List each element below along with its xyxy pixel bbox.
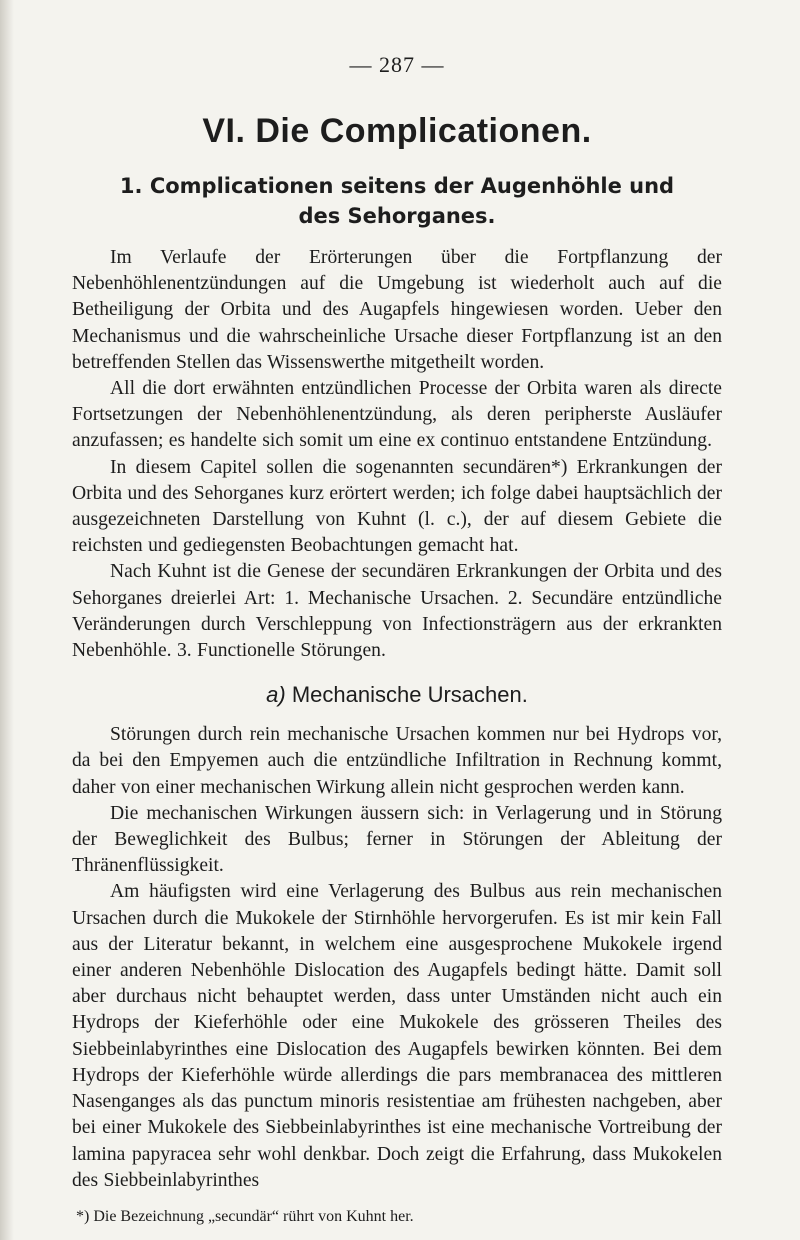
paragraph: All die dort erwähnten entzündlichen Processe der Orbita waren als directe Fortsetzungen der Nebenhöhlenentzündung, als deren peripherste Ausläufer anzufassen; es handelte sich somit um eine ex continuo entstandene Entzündung.: [72, 378, 722, 452]
paragraph: Die mechanischen Wirkungen äussern sich: in Verlagerung und in Störung der Beweglichkeit des Bulbus; ferner in Störungen der Ableitung der Thränenflüssigkeit.: [72, 802, 722, 877]
subsection-title-text: Mechanische Ursachen.: [291, 682, 528, 708]
page-edge-shadow: [0, 0, 14, 1240]
paragraph: Nach Kuhnt ist die Genese der secundären Erkrankungen der Orbita und des Sehorganes dreierlei Art: 1. Mechanische Ursachen. 2. Secundäre entzündliche Veränderungen durch Verschleppung von Infectionsträgern aus der erkrankten Nebenhöhle. 3. Functionelle Störungen.: [72, 561, 722, 662]
chapter-title: VI. Die Complicationen.: [202, 112, 592, 150]
page-number: — 287 —: [349, 52, 445, 77]
paragraph: Am häufigsten wird eine Verlagerung des Bulbus aus rein mechanischen Ursachen durch die Mukokele der Stirnhöhle hervorgerufen. Es ist mir kein Fall aus der Literatur bekannt, in welchem eine ausgesprochene Mukokele irgend einer anderen Nebenhöhle Dislocation des Augapfels bedingt hätte. Damit soll aber durchaus nicht behauptet werden, dass unter Umständen nicht auch ein Hydrops der Kieferhöhle oder eine Mukokele des grösseren Theiles des Siebbeinlabyrinthes eine Dislocation des Augapfels bewirken könnten. Bei dem Hydrops der Kieferhöhle würde allerdings die pars membranacea des mittleren Nasenganges als das punctum minoris resistentiae am frühesten nachgeben, aber bei einer Mukokele des Siebbeinlabyrinthes ist eine mechanische Vortreibung der lamina papyracea sehr wohl denkbar. Doch zeigt die Erfahrung, dass Mukokelen des Siebbeinlabyrinthes: [72, 881, 722, 1191]
section-title: 1. Complicationen seitens der Augenhöhle und des Sehorganes.: [119, 174, 675, 228]
paragraph: Im Verlaufe der Erörterungen über die Fortpflanzung der Nebenhöhlenentzündungen auf die Umgebung ist wiederholt auch auf die Betheiligung der Orbita und des Augapfels hingewiesen worden. Ueber den Mechanismus und die wahrscheinliche Ursache dieser Fortpflanzung ist an den betreffenden Stellen das Wissenswerthe mitgetheilt worden.: [72, 247, 722, 373]
subsection-title: [72, 682, 722, 708]
footnote: *) Die Bezeichnung „secundär“ rührt von Kuhnt her.: [76, 1207, 414, 1225]
subsection-letter: a): [266, 682, 286, 708]
book-page: [72, 52, 722, 1226]
paragraph: Störungen durch rein mechanische Ursachen kommen nur bei Hydrops vor, da bei den Empyemen auch die entzündliche Infiltration in Rechnung kommt, daher von einer mechanischen Wirkung allein nicht gesprochen werden kann.: [72, 724, 722, 798]
paragraph: In diesem Capitel sollen die sogenannten secundären*) Erkrankungen der Orbita und des Sehorganes kurz erörtert werden; ich folge dabei hauptsächlich der ausgezeichneten Darstellung von Kuhnt (l. c.), der auf diesem Gebiete die reichsten und gediegensten Beobachtungen gemacht hat.: [72, 456, 722, 557]
